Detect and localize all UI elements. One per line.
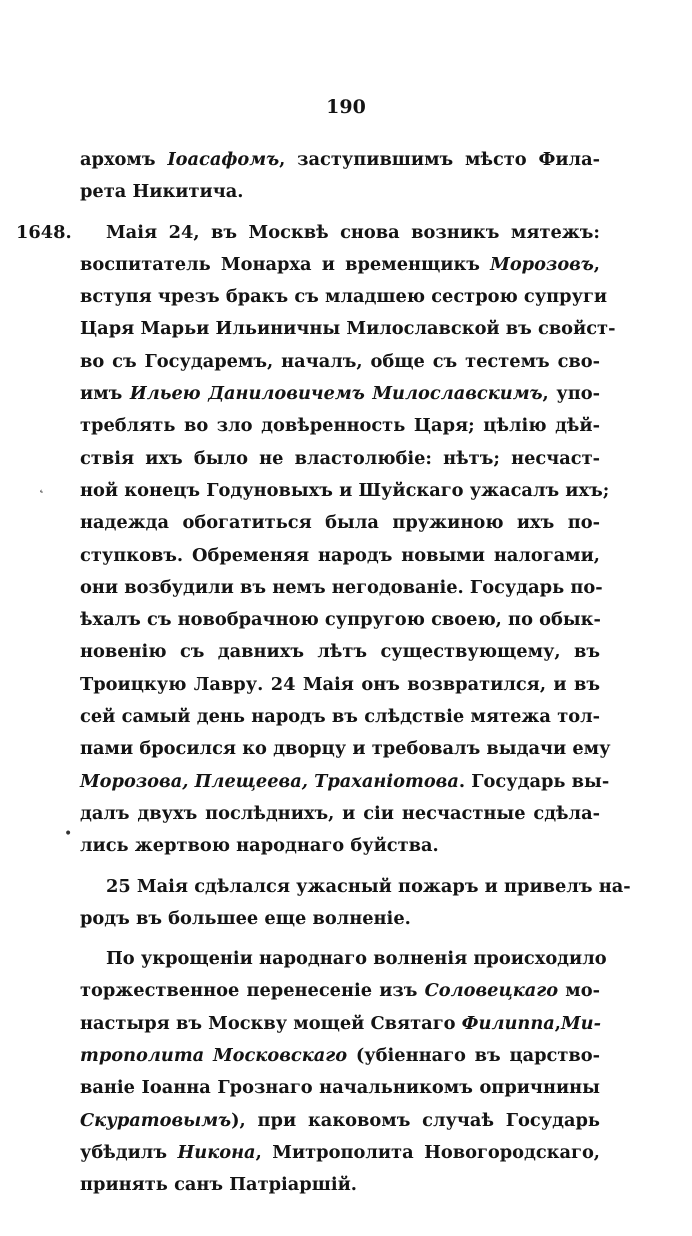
text-line — [80, 144, 600, 176]
italic-text: Іоасафомъ — [167, 149, 280, 170]
paragraph — [80, 871, 631, 936]
text-segment: . Государь вы- — [458, 770, 610, 792]
text-segment: новенію съ давнихъ лѣтъ существующему, въ — [80, 641, 600, 663]
text-segment: ваніе Іоанна Грознаго начальникомъ опричнины — [80, 1077, 600, 1099]
text-line — [80, 1169, 600, 1201]
paragraph — [80, 943, 607, 1201]
text-segment: далъ двухъ послѣднихъ, и сіи несчастные сдѣла- — [80, 802, 600, 824]
text-line — [80, 1137, 600, 1169]
text-segment: ѣхалъ съ новобрачною супругою своею, по обык- — [80, 609, 601, 631]
text-line — [80, 733, 611, 765]
text-line — [80, 903, 600, 935]
text-line — [80, 346, 600, 378]
text-line — [16, 217, 600, 249]
text-segment: ступковъ. Обременяя народъ новыми налогами, — [80, 544, 600, 566]
page-number: 190 — [326, 96, 366, 118]
paragraph-gap — [80, 209, 600, 217]
text-segment: 25 Маія сдѣлался ужасный пожаръ и привелъ на- — [106, 875, 631, 897]
italic-text: Скуратовымъ — [80, 1109, 232, 1131]
text-segment: Маія 24, въ Москвѣ снова возникъ мятежъ: — [106, 221, 600, 243]
text-segment: , Митрополита Новогородскаго, — [255, 1141, 600, 1163]
italic-text: Морозовъ — [490, 253, 594, 275]
text-segment: Царя Марьи Ильиничны Милославской въ свойст- — [80, 318, 616, 340]
text-line — [80, 871, 631, 903]
text-block — [16, 144, 631, 1202]
text-segment: , упо- — [542, 383, 600, 405]
text-line — [80, 410, 600, 442]
italic-text: Никона — [177, 1141, 256, 1163]
text-segment: убѣдилъ — [80, 1141, 178, 1163]
text-segment: воспитатель Монарха и временщикъ — [80, 253, 491, 275]
text-segment: треблять во зло довѣренность Царя; цѣлію дѣй- — [80, 415, 600, 437]
text-segment: пами бросился ко дворцу и требовалъ выдачи ему — [80, 738, 611, 760]
text-line — [80, 975, 600, 1007]
italic-text: Ми- — [560, 1012, 601, 1034]
text-segment: сей самый день народъ въ слѣдствіе мятежа тол- — [80, 706, 600, 728]
text-segment: принять санъ Патріаршій. — [80, 1174, 357, 1196]
paragraph-gap — [80, 863, 600, 871]
text-segment: имъ — [80, 383, 130, 405]
text-line — [80, 943, 607, 975]
paragraph-gap — [80, 935, 600, 943]
text-line — [80, 313, 616, 345]
italic-text: Ильею Даниловичемъ Милославскимъ — [129, 383, 543, 405]
margin-mark: • — [64, 826, 73, 842]
text-line — [80, 378, 600, 410]
text-segment: надежда обогатиться была пружиною ихъ по- — [80, 512, 600, 534]
text-line — [80, 798, 600, 830]
text-line — [80, 701, 600, 733]
text-segment: Троицкую Лавру. 24 Маія онъ возвратился, и въ — [80, 673, 600, 695]
margin-mark: ˛ — [38, 478, 45, 494]
text-line — [80, 1105, 600, 1137]
text-line — [80, 572, 603, 604]
italic-text: Филиппа — [461, 1012, 555, 1034]
margin-year: 1648. — [16, 221, 72, 243]
text-segment: (убіеннаго въ царство- — [347, 1045, 600, 1067]
text-line — [80, 604, 600, 636]
text-segment: они возбудили въ немъ негодованіе. Государь по- — [80, 576, 603, 598]
text-line — [80, 830, 600, 862]
text-segment: вступя чрезъ бракъ съ младшею сестрою супруги — [80, 286, 608, 308]
text-segment: , заступившимъ мѣсто Фила- — [279, 149, 600, 170]
text-line — [80, 507, 600, 539]
text-segment: , — [554, 1012, 561, 1034]
text-segment: лись жертвою народнаго буйства. — [80, 835, 439, 857]
italic-text: трополита Московскаго — [80, 1045, 348, 1067]
text-segment: ствія ихъ было не властолюбіе: нѣтъ; несчаст- — [80, 447, 600, 469]
italic-text: Морозова, Плещеева, Траханіотова — [80, 770, 459, 792]
text-line — [80, 669, 600, 701]
text-segment: мо- — [558, 980, 600, 1002]
paragraph — [80, 144, 600, 209]
paragraph — [16, 217, 616, 863]
text-segment: ной конецъ Годуновыхъ и Шуйскаго ужасалъ ихъ; — [80, 479, 610, 501]
text-segment: торжественное перенесеніе изъ — [80, 980, 425, 1002]
text-line — [80, 475, 610, 507]
text-line — [80, 1072, 600, 1104]
text-segment: родъ въ большее еще волненіе. — [80, 907, 411, 929]
text-line — [80, 1040, 600, 1072]
text-segment: настыря въ Москву мощей Святаго — [80, 1012, 462, 1034]
text-line — [80, 540, 600, 572]
text-segment: , — [593, 253, 600, 275]
text-line — [80, 1008, 600, 1040]
italic-text: Соловецкаго — [424, 980, 559, 1002]
text-line — [80, 281, 608, 313]
text-segment: архомъ — [80, 149, 168, 170]
text-line — [80, 249, 600, 281]
text-line — [80, 443, 600, 475]
text-segment: ), при каковомъ случаѣ Государь — [231, 1109, 600, 1131]
text-line — [80, 176, 600, 208]
text-segment: По укрощеніи народнаго волненія происходило — [106, 948, 607, 970]
text-line — [80, 766, 610, 798]
text-line — [80, 636, 600, 668]
text-segment: во съ Государемъ, началъ, обще съ тестемъ сво- — [80, 350, 600, 372]
text-segment: рета Никитича. — [80, 181, 244, 203]
